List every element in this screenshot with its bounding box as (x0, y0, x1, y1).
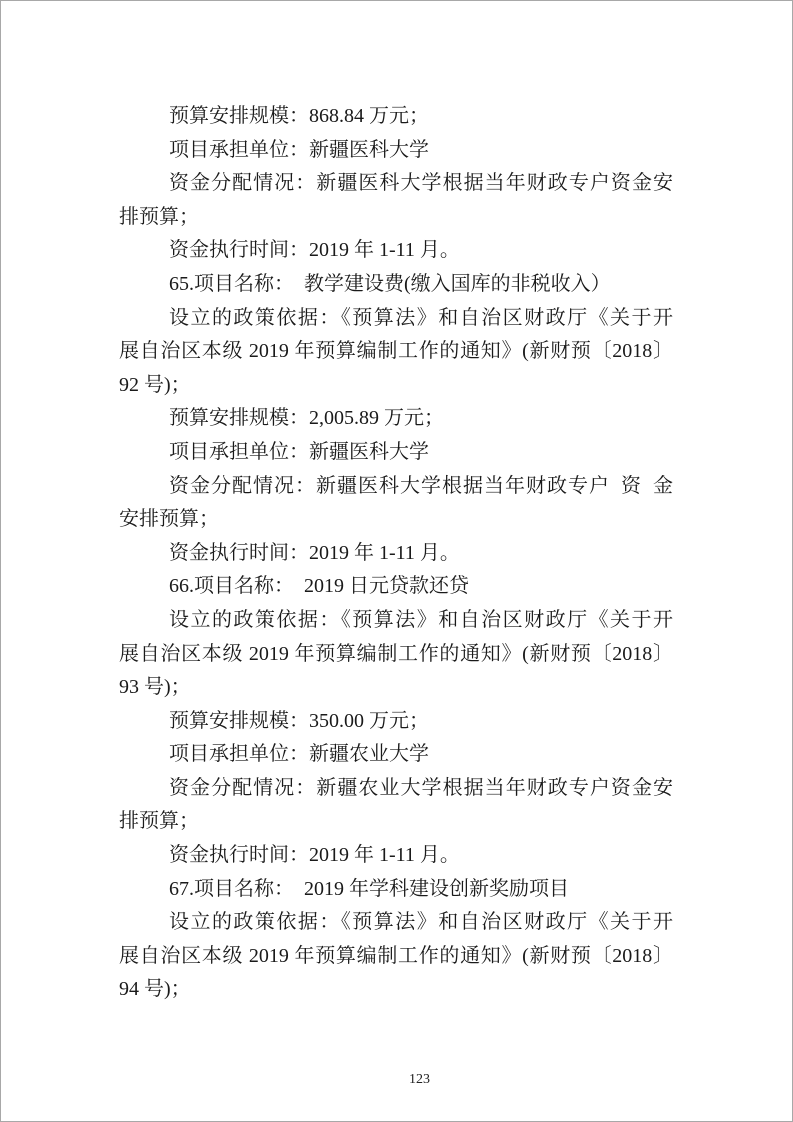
text-line: 预算安排规模：868.84 万元； (169, 105, 429, 127)
text-line: 排预算； (119, 810, 199, 833)
text-line: 94 号)； (119, 978, 191, 1001)
text-line: 展自治区本级 2019 年预算编制工作的通知》(新财预〔2018〕 (119, 944, 673, 967)
text-line: 设立的政策依据：《预算法》和自治区财政厅《关于开 (169, 608, 673, 631)
text-line: 92 号)； (119, 373, 191, 396)
text-line: 67.项目名称： 2019 年学科建设创新奖励项目 (169, 877, 569, 900)
text-line: 预算安排规模：350.00 万元； (169, 709, 429, 732)
text-line: 设立的政策依据：《预算法》和自治区财政厅《关于开 (169, 306, 673, 329)
text-line: 展自治区本级 2019 年预算编制工作的通知》(新财预〔2018〕 (119, 340, 673, 363)
text-line: 项目承担单位：新疆农业大学 (169, 743, 429, 766)
text-line: 资金执行时间：2019 年 1-11 月。 (169, 239, 460, 262)
text-line: 93 号)； (119, 676, 191, 699)
text-line: 展自治区本级 2019 年预算编制工作的通知》(新财预〔2018〕 (119, 642, 673, 665)
document-body (119, 100, 673, 1007)
text-line: 安排预算； (119, 508, 219, 531)
text-line: 设立的政策依据：《预算法》和自治区财政厅《关于开 (169, 911, 673, 934)
text-line: 66.项目名称： 2019 日元贷款还贷 (169, 575, 469, 598)
text-line: 资金执行时间：2019 年 1-11 月。 (169, 541, 460, 564)
text-line: 预算安排规模：2,005.89 万元； (169, 407, 444, 430)
text-line: 排预算； (119, 205, 199, 228)
text-line: 资金分配情况：新疆医科大学根据当年财政专户 资 金 (169, 474, 673, 497)
text-line: 资金分配情况：新疆医科大学根据当年财政专户资金安 (169, 172, 673, 195)
text-line: 65.项目名称： 教学建设费(缴入国库的非税收入） (169, 272, 611, 295)
page-number: 123 (409, 1072, 430, 1087)
text-line: 项目承担单位：新疆医科大学 (169, 138, 429, 161)
text-line: 项目承担单位：新疆医科大学 (169, 440, 429, 463)
text-line: 资金分配情况：新疆农业大学根据当年财政专户资金安 (169, 776, 673, 799)
text-line: 资金执行时间：2019 年 1-11 月。 (169, 844, 460, 867)
